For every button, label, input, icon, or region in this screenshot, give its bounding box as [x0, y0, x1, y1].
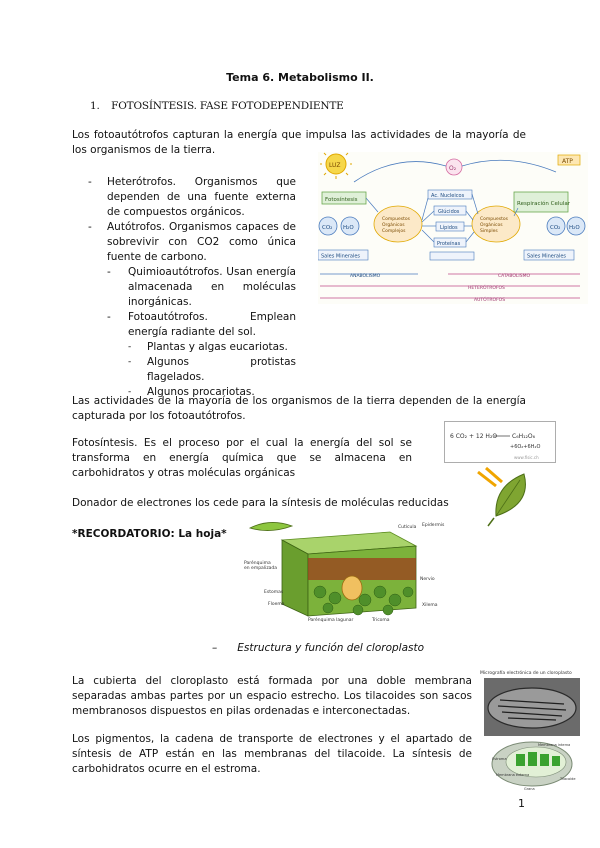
luz-label: LUZ: [329, 162, 341, 169]
list-item: [107, 310, 296, 400]
equation-text: 6 CO₂ + 12 H₂O: [450, 433, 498, 440]
bullet-dash: -: [128, 387, 132, 397]
examples-sublist: [128, 340, 296, 400]
chloro-label: Grana: [524, 787, 535, 791]
leaf-label: Epidermis: [422, 523, 445, 528]
micrograph-caption: Micrografía electrónica de un cloroplasto: [480, 671, 572, 676]
catabolismo-label: CATABOLISMO: [498, 274, 531, 279]
co2-label-right: CO₂: [550, 225, 561, 231]
small-leaf-icon: [250, 522, 292, 530]
anabolismo-label: ANABOLISMO: [350, 274, 381, 279]
caption-dash: –: [212, 642, 238, 654]
sales-label: Sales Minerales: [321, 253, 361, 260]
leaf-label: Nervio: [420, 577, 435, 582]
bullet-dash: -: [88, 221, 92, 233]
bullet-dash: -: [107, 266, 111, 278]
fotosintesis-label: Fotosíntesis: [325, 197, 358, 203]
chloroplast-figure: [478, 666, 586, 796]
list-item: [88, 220, 296, 400]
o2-label: O₂: [449, 165, 457, 172]
bullet-autotrofos: Autótrofos. Organismos capaces de sobrevivir con CO2 como única fuente de carbono.: [107, 221, 296, 263]
page-number: 1: [518, 797, 525, 810]
leaf-cross-section-image: [240, 518, 456, 626]
example-item: Algunos protistas flagelados.: [147, 356, 296, 383]
leaf-label: Parénquima lagunar: [308, 618, 354, 623]
mid-label: Proteínas: [437, 241, 461, 247]
leaf-label: Cutícula: [398, 525, 417, 530]
chloro-label: Estroma: [492, 757, 507, 761]
list-item: [128, 340, 296, 355]
h2o-label: H₂O: [343, 225, 354, 231]
section-heading: [90, 99, 344, 114]
equation-watermark: www.fisic.ch: [514, 455, 539, 460]
example-item: Plantas y algas eucariotas.: [147, 341, 288, 353]
sales2-label: Sales Minerales: [527, 253, 567, 260]
autotrofos-label: AUTÓTROFOS: [474, 298, 506, 303]
organism-types-list: [88, 175, 296, 400]
vascular-bundle: [342, 576, 362, 600]
chloro-label: Membrana externa: [496, 773, 530, 777]
page-title: Tema 6. Metabolismo II.: [226, 71, 374, 84]
leaf-label: Floema: [268, 602, 285, 607]
equation-products-2: +6O₂+6H₂O: [510, 444, 541, 450]
intro-paragraph: Los fotoautótrofos capturan la energía que impulsa las actividades de la mayoría de los organismos de la tierra.: [72, 129, 526, 156]
compuestos-label: Compuestos Orgánicos Complejos: [382, 217, 410, 234]
leaf-label: Tricoma: [372, 618, 390, 623]
leaf-label: Estomas: [264, 590, 284, 595]
example-item: Algunos procariotas.: [147, 386, 255, 398]
sun-rays-icon: [478, 468, 502, 486]
equation-frame: [445, 422, 556, 463]
equation-products: C₆H₁₂O₆: [512, 433, 536, 440]
heterotrofos-label: HETERÓTROFOS: [468, 286, 505, 291]
bullet-heterotrofos: Heterótrofos. Organismos que dependen de una fuente externa de compuestos orgánicos.: [107, 176, 296, 218]
chloro-label: Membrana interna: [538, 743, 571, 747]
photosynthesis-equation-image: [444, 421, 556, 463]
cubierta-paragraph: La cubierta del cloroplasto está formada por una doble membrana separadas ambas partes por un espacio estrecho. Los tilacoides son sacos membranosos dispuestos en pilas ordenadas e interconectadas.: [72, 675, 472, 717]
mid-label: Glúcidos: [438, 209, 460, 215]
pigmentos-paragraph: Los pigmentos, la cadena de transporte de electrones y el apartado de síntesis de ATP están en las membranas del tilacoide. La síntesis de carbohidratos ocurre en el estroma.: [72, 733, 472, 775]
palisade-layer: [308, 558, 416, 580]
figure-caption: [212, 641, 452, 656]
bullet-dash: -: [107, 311, 111, 323]
metabolism-diagram: [318, 152, 588, 304]
chloro-label: Tilacoide: [560, 777, 576, 781]
atp-label: ATP: [562, 158, 573, 165]
actividades-paragraph: Las actividades de la mayoría de los organismos de la tierra dependen de la energía capturada por los fotoautótrofos.: [72, 395, 526, 422]
mid-bottom-box: [430, 252, 474, 260]
section-heading-text: FOTOSÍNTESIS. FASE FOTODEPENDIENTE: [111, 100, 344, 112]
respiracion-label: Respiración Celular: [517, 201, 571, 207]
donador-paragraph: Donador de electrones los cede para la síntesis de moléculas reducidas: [72, 497, 449, 509]
leaf-label: Xilema: [422, 603, 438, 608]
bullet-dash: -: [128, 357, 132, 367]
compuestos2-label: Compuestos Orgánicos Simples: [480, 217, 508, 234]
list-item: [128, 355, 296, 385]
mid-label: Lípidos: [440, 225, 458, 231]
list-item: [88, 175, 296, 220]
leaf-label: Parénquima en empalizada: [244, 561, 278, 571]
h2o-label-right: H₂O: [569, 225, 580, 231]
autotrofos-sublist: [107, 265, 296, 400]
recordatorio-heading: *RECORDATORIO: La hoja*: [72, 528, 227, 540]
section-number: 1.: [90, 100, 100, 112]
bullet-foto: Fotoautótrofos. Emplean energía radiante del sol.: [128, 311, 296, 338]
co2-label: CO₂: [322, 225, 333, 231]
mid-label: Ac. Nucleicos: [431, 193, 465, 199]
bullet-dash: -: [128, 342, 132, 352]
fotosintesis-paragraph: Fotosíntesis. Es el proceso por el cual la energía del sol se transforma en energía química que se almacena en carbohidratos y otras moléculas orgánicas: [72, 437, 412, 479]
list-item: [107, 265, 296, 310]
bullet-dash: -: [88, 176, 92, 188]
bullet-quimio: Quimioautótrofos. Usan energía almacenada en moléculas inorgánicas.: [128, 266, 296, 308]
caption-text: Estructura y función del cloroplasto: [237, 642, 425, 654]
